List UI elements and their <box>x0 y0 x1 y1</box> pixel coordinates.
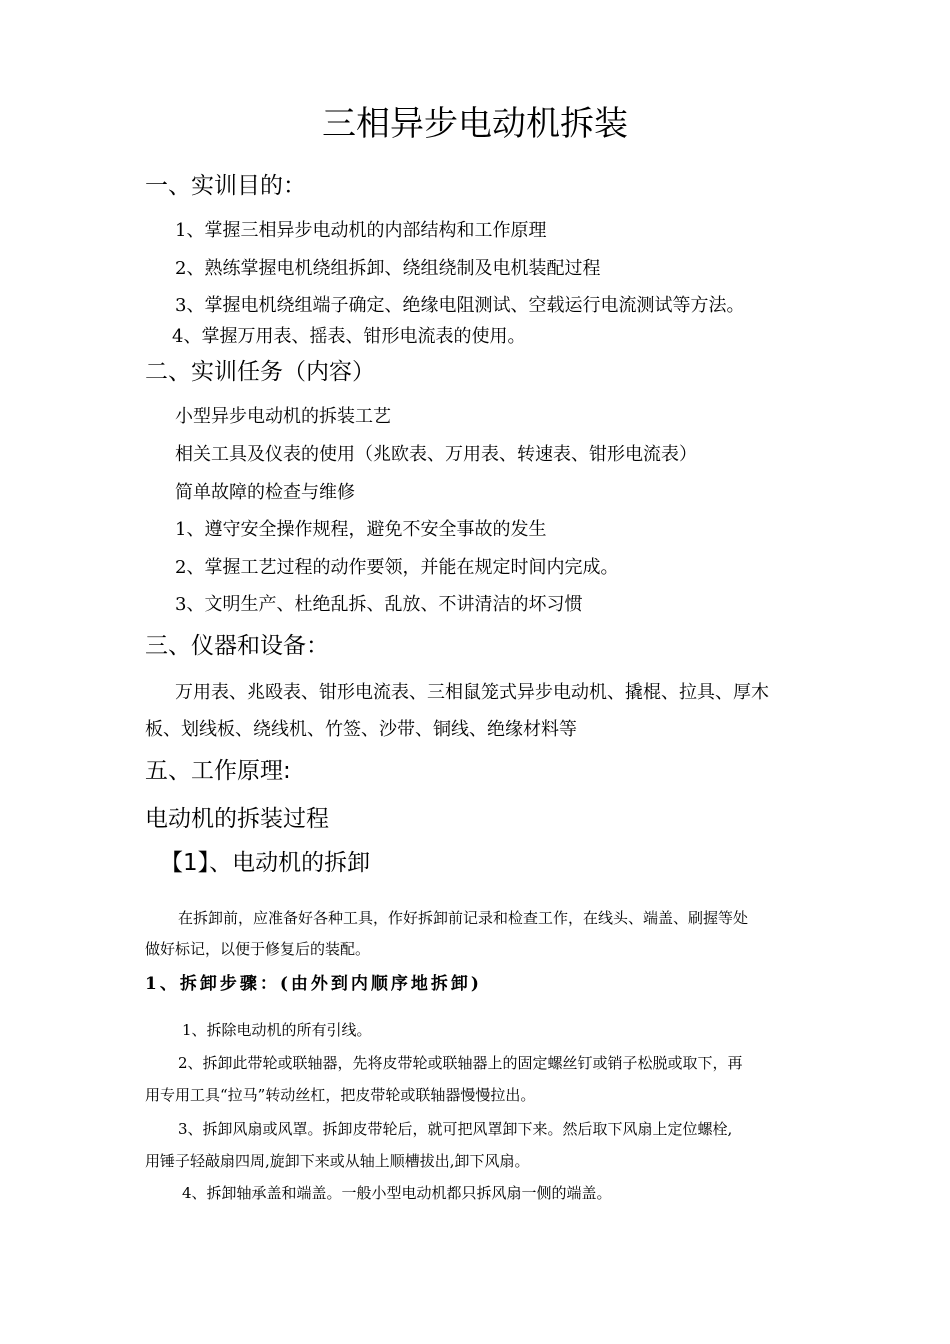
task-item: 3、文明生产、杜绝乱拆、乱放、不讲清洁的坏习惯 <box>175 594 583 615</box>
document-title: 三相异步电动机拆装 <box>322 104 628 144</box>
objective-item: 2、熟练掌握电机绕组拆卸、绕组绕制及电机装配过程 <box>175 258 601 279</box>
step-line: 1、拆除电动机的所有引线。 <box>182 1021 372 1039</box>
objective-item: 4、掌握万用表、摇表、钳形电流表的使用。 <box>172 326 526 347</box>
step-line: 4、拆卸轴承盖和端盖。一般小型电动机都只拆风扇一侧的端盖。 <box>182 1184 612 1202</box>
task-item: 小型异步电动机的拆装工艺 <box>175 406 391 427</box>
equipment-line: 板、划线板、绕线机、竹签、沙带、铜线、绝缘材料等 <box>145 719 577 740</box>
intro-line: 在拆卸前，应准备好各种工具，作好拆卸前记录和检查工作，在线头、端盖、刷握等处 <box>178 909 749 927</box>
task-item: 相关工具及仪表的使用（兆欧表、万用表、转速表、钳形电流表） <box>175 444 697 465</box>
task-item: 2、掌握工艺过程的动作要领，并能在规定时间内完成。 <box>175 557 619 578</box>
task-item: 简单故障的检查与维修 <box>175 482 355 503</box>
step-line: 用专用工具“拉马”转动丝杠，把皮带轮或联轴器慢慢拉出。 <box>145 1086 536 1104</box>
subsection-disassembly: 【1】、电动机的拆卸 <box>160 850 371 876</box>
subheading-disassembly-process: 电动机的拆装过程 <box>145 806 329 832</box>
step-line: 2、拆卸此带轮或联轴器，先将皮带轮或联轴器上的固定螺丝钉或销子松脱或取下，再 <box>178 1054 743 1072</box>
intro-line: 做好标记，以便于修复后的装配。 <box>145 940 371 958</box>
section-heading-equipment: 三、仪器和设备： <box>145 633 329 659</box>
step-line: 用锤子轻敲扇四周,旋卸下来或从轴上顺槽拔出,卸下风扇。 <box>145 1152 530 1170</box>
step-line: 3、拆卸风扇或风罩。拆卸皮带轮后，就可把风罩卸下来。然后取下风扇上定位螺栓, <box>178 1120 733 1138</box>
section-heading-tasks: 二、实训任务（内容） <box>145 359 375 385</box>
section-heading-objectives: 一、实训目的： <box>145 173 306 199</box>
steps-title: 1、拆卸步骤：(由外到内顺序地拆卸) <box>145 974 482 994</box>
section-heading-principle: 五、工作原理: <box>145 758 291 784</box>
objective-item: 3、掌握电机绕组端子确定、绝缘电阻测试、空载运行电流测试等方法。 <box>175 295 745 316</box>
equipment-line: 万用表、兆殴表、钳形电流表、三相鼠笼式异步电动机、撬棍、拉具、厚木 <box>175 682 769 703</box>
objective-item: 1、掌握三相异步电动机的内部结构和工作原理 <box>175 220 547 241</box>
task-item: 1、遵守安全操作规程，避免不安全事故的发生 <box>175 519 547 540</box>
